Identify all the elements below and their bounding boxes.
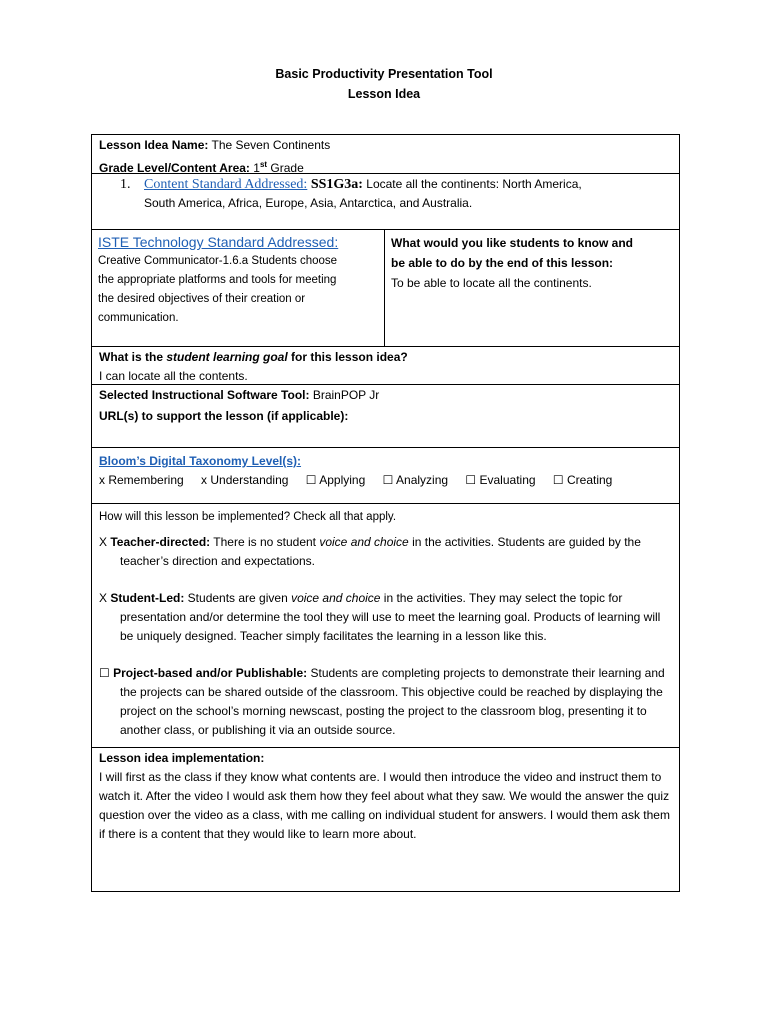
grade-level-suffix: st [259,160,268,169]
iste-line4: communication. [98,312,179,324]
student-led-text1: Students are given [184,591,292,605]
lesson-name-row [92,135,679,174]
project-based-text: Students are completing projects to demonstrate their learning and the projects can be shared outside of the classroom. This objective could be reached by displaying the project on the school’s morning newscast, posting the project to the classroom blog, presenting it to another class, or publishing it via an outside source. [120,666,665,737]
lesson-implementation-text: I will first as the class if they know what contents are. I would then introduce the video and instruct them to watch it. After the video I would ask them how they feel about what they saw. We would the answer the quiz question over the video as a class, with me calling on individual student for answers. I would them ask them if there is a content that they would like to learn more about. [99,770,670,841]
iste-line2: the appropriate platforms and tools for meeting [98,274,337,286]
lesson-table [91,134,680,892]
implementation-row [92,504,679,748]
goal-question-suffix: for this lesson idea? [287,350,408,364]
learning-goal-row [92,347,679,385]
goal-question-emphasis: student learning goal [166,350,288,364]
software-row [92,385,679,448]
bloom-level-evaluating: ☐ Evaluating [465,473,536,487]
bloom-level-remembering: x Remembering [99,473,184,487]
document-header [0,64,768,104]
content-standard-label: Content Standard Addressed: [144,177,308,192]
software-tool-line [99,386,672,405]
know-cell [385,230,679,346]
iste-line3: the desired objectives of their creation or [98,293,306,305]
bloom-level-creating: ☐ Creating [552,473,613,487]
content-standard-number: 1. [120,177,131,192]
content-standard-code: SS1G3a: [307,177,363,192]
iste-know-row [92,230,679,347]
know-question-line2: be able to do by the end of this lesson: [391,256,614,270]
grade-level-rest: Grade [267,161,304,175]
grade-level-number: 1 [249,161,260,175]
grade-level-label: Grade Level/Content Area: [99,161,250,175]
student-led-option [99,589,672,646]
software-tool-label: Selected Instructional Software Tool: [99,388,310,402]
content-standard-line1 [120,175,672,194]
lesson-name-value: The Seven Continents [208,138,331,152]
bloom-levels [99,471,672,490]
student-led-emphasis: voice and choice [291,591,381,605]
iste-heading: ISTE Technology Standard Addressed: [98,234,339,250]
url-label: URL(s) to support the lesson (if applicable): [99,409,349,423]
software-tool-value: BrainPOP Jr [309,388,380,402]
bloom-row [92,448,679,504]
iste-cell [92,230,385,346]
lesson-implementation-label: Lesson idea implementation: [99,751,265,765]
project-based-mark: ☐ [99,666,114,680]
implementation-question: How will this lesson be implemented? Check all that apply. [99,511,397,523]
bloom-heading: Bloom’s Digital Taxonomy Level(s): [99,454,302,468]
document-subtitle: Lesson Idea [347,87,421,101]
student-led-text2: in the activities. They may select the topic for presentation and/or determine the tool they will use to meet the learning goal. Products of learning will be uniquely designed. Teacher simply facilitates the learning in a lesson like this. [120,591,661,643]
iste-line1: Creative Communicator-1.6.a Students choose [98,255,338,267]
bloom-level-analyzing: ☐ Analyzing [382,473,449,487]
bloom-level-applying: ☐ Applying [305,473,366,487]
teacher-directed-text2: in the activities. Students are guided by the teacher’s direction and expectations. [120,535,641,568]
teacher-directed-mark: X [99,535,111,549]
goal-question-prefix: What is the [99,350,167,364]
teacher-directed-label: Teacher-directed: [110,535,211,549]
content-standard-text2: South America, Africa, Europe, Asia, Antarctica, and Australia. [144,196,473,210]
learning-goal-answer: I can locate all the contents. [99,369,248,383]
student-led-mark: X [99,591,111,605]
document-title: Basic Productivity Presentation Tool [275,67,493,81]
content-standard-row [92,174,679,230]
project-based-label: Project-based and/or Publishable: [113,666,308,680]
teacher-directed-emphasis: voice and choice [319,535,409,549]
lesson-name-label: Lesson Idea Name: [99,138,209,152]
bloom-level-understanding: x Understanding [201,473,289,487]
teacher-directed-text1: There is no student [210,535,320,549]
student-led-label: Student-Led: [110,591,185,605]
know-question-line1: What would you like students to know and [391,236,634,250]
lesson-name-line [99,136,672,155]
content-standard-text1: Locate all the continents: North America, [362,177,582,191]
know-answer: To be able to locate all the continents. [391,276,592,290]
lesson-implementation-row [92,748,679,891]
teacher-directed-option [99,533,672,571]
project-based-option [99,664,672,740]
learning-goal-question [99,348,672,367]
